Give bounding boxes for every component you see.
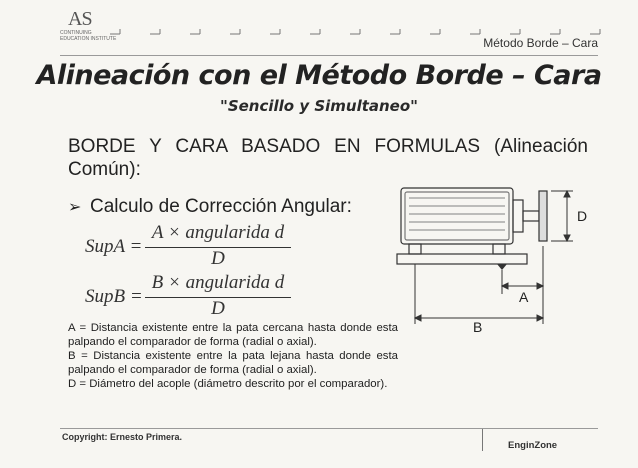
logo-subtext xyxy=(60,30,116,42)
logo-line-1: CONTINUING xyxy=(60,30,92,36)
dimension-label-d: D xyxy=(577,208,588,224)
dimension-label-a: A xyxy=(519,289,529,305)
page-subtitle: "Sencillo y Simultaneo" xyxy=(220,97,418,115)
footer-separator xyxy=(482,429,483,451)
formula-supb xyxy=(85,272,315,326)
definition-a: A = Distancia existente entre la pata cercana hasta donde esta palpando el comparador de forma (radial o axial). xyxy=(68,322,398,348)
bullet-item xyxy=(68,196,352,218)
logo-mark: AS xyxy=(68,8,92,30)
bullet-text: Calculo de Corrección Angular: xyxy=(90,196,352,217)
formula-supb-lhs: SupB = xyxy=(85,286,143,307)
dimension-lines xyxy=(415,191,573,324)
motor-coupling-diagram xyxy=(395,178,605,338)
logo-line-2: EDUCATION INSTITUTE xyxy=(60,36,117,42)
formula-supa xyxy=(85,222,315,276)
footer-divider xyxy=(60,428,598,429)
intro-text: BORDE Y CARA BASADO EN FORMULAS (Alineación Común): xyxy=(68,136,588,180)
definitions-block xyxy=(68,321,398,391)
formula-supa-lhs: SupA = xyxy=(85,236,143,257)
formula-supa-denominator: D xyxy=(211,248,225,269)
header-section-title: Método Borde – Cara xyxy=(483,36,598,50)
definition-b: B = Distancia existente entre la pata lejana hasta donde esta palpando el comparador de forma (radial o axial). xyxy=(68,350,398,376)
footer-copyright: Copyright: Ernesto Primera. xyxy=(62,432,183,442)
logo xyxy=(60,8,130,46)
header-divider xyxy=(60,55,598,56)
footer-brand: EnginZone xyxy=(508,440,558,451)
arrow-bullet-icon: ➢ xyxy=(68,199,82,216)
motor-illustration xyxy=(397,188,547,270)
formula-supb-denominator: D xyxy=(211,298,225,319)
definition-d: D = Diámetro del acople (diámetro descrito por el comparador). xyxy=(68,378,388,390)
formula-supa-numerator: A × angularida d xyxy=(151,222,285,243)
dimension-label-b: B xyxy=(473,319,483,335)
page-title: Alineación con el Método Borde – Cara xyxy=(36,60,602,91)
formula-supb-numerator: B × angularida d xyxy=(151,272,285,293)
